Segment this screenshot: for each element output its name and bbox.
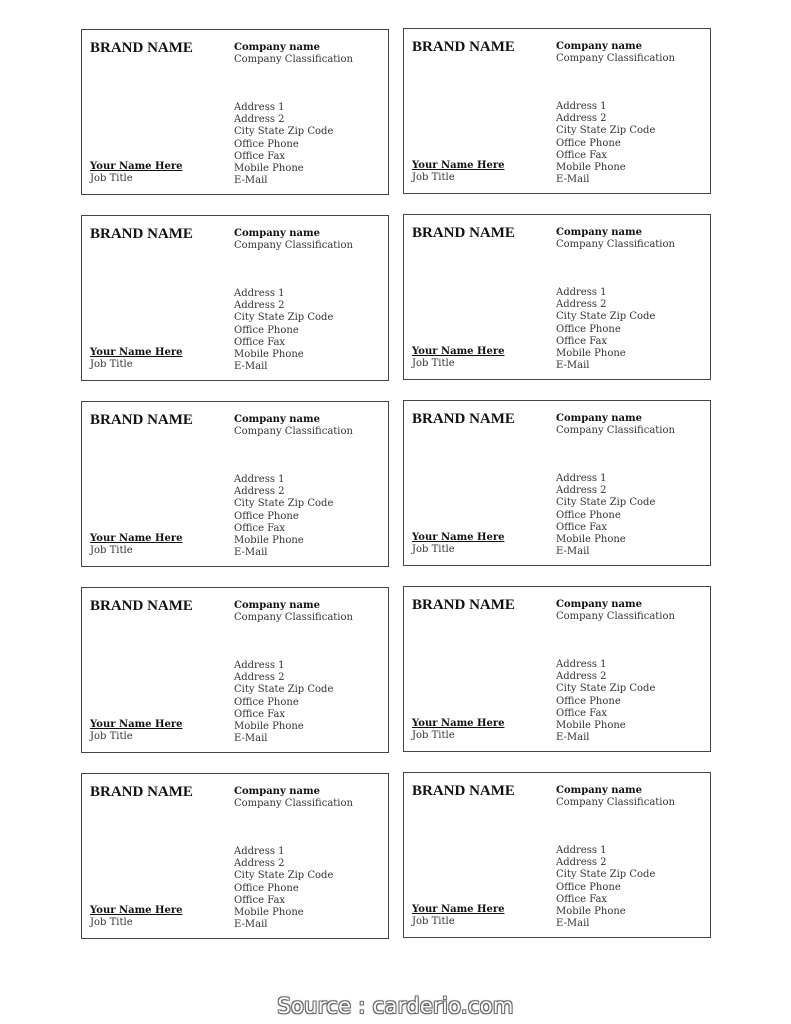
brand-name: BRAND NAME (90, 412, 193, 428)
company-name: Company name (234, 228, 320, 239)
mobile-phone: Mobile Phone (556, 906, 626, 918)
email: E-Mail (234, 547, 268, 559)
office-phone: Office Phone (234, 324, 299, 336)
brand-name: BRAND NAME (412, 411, 515, 427)
person-name: Your Name Here (90, 161, 183, 172)
person-block (412, 346, 504, 370)
brand-name: BRAND NAME (90, 40, 193, 56)
company-name: Company name (556, 41, 642, 52)
address-1: Address 1 (234, 102, 285, 113)
address-1: Address 1 (556, 659, 607, 670)
address-2: Address 2 (234, 114, 285, 126)
office-fax: Office Fax (234, 150, 286, 162)
address-2: Address 2 (556, 113, 607, 125)
company-classification: Company Classification (234, 240, 353, 252)
business-card (81, 215, 389, 381)
address-2: Address 2 (234, 672, 285, 684)
company-classification: Company Classification (556, 425, 675, 437)
person-block (412, 904, 504, 928)
mobile-phone: Mobile Phone (556, 348, 626, 360)
brand-name: BRAND NAME (90, 226, 193, 242)
city-state-zip: City State Zip Code (556, 497, 656, 509)
brand-name: BRAND NAME (90, 784, 193, 800)
contact-block (556, 101, 655, 186)
company-classification: Company Classification (234, 426, 353, 438)
office-phone: Office Phone (234, 882, 299, 894)
city-state-zip: City State Zip Code (234, 312, 334, 324)
job-title: Job Title (412, 358, 455, 370)
contact-block (556, 287, 655, 372)
company-classification: Company Classification (234, 612, 353, 624)
city-state-zip: City State Zip Code (234, 126, 334, 138)
mobile-phone: Mobile Phone (234, 721, 304, 733)
contact-block (234, 474, 333, 559)
person-block (90, 347, 182, 371)
business-card (403, 214, 711, 380)
person-name: Your Name Here (412, 532, 505, 543)
office-fax: Office Fax (556, 521, 608, 533)
address-1: Address 1 (234, 846, 285, 857)
email: E-Mail (234, 175, 268, 187)
contact-block (234, 102, 333, 187)
job-title: Job Title (412, 544, 455, 556)
person-name: Your Name Here (90, 719, 183, 730)
city-state-zip: City State Zip Code (556, 311, 656, 323)
company-block (234, 600, 353, 625)
person-block (412, 160, 504, 184)
office-phone: Office Phone (556, 509, 621, 521)
job-title: Job Title (90, 173, 133, 185)
contact-block (556, 845, 655, 930)
company-classification: Company Classification (556, 611, 675, 623)
business-card (81, 587, 389, 753)
mobile-phone: Mobile Phone (234, 907, 304, 919)
job-title: Job Title (412, 730, 455, 742)
office-phone: Office Phone (556, 695, 621, 707)
source-watermark: Source : carderio.com (277, 994, 514, 1018)
person-name: Your Name Here (90, 905, 183, 916)
company-block (556, 227, 675, 252)
business-card (81, 401, 389, 567)
job-title: Job Title (412, 172, 455, 184)
office-fax: Office Fax (556, 149, 608, 161)
company-block (556, 413, 675, 438)
address-2: Address 2 (556, 485, 607, 497)
brand-name: BRAND NAME (412, 783, 515, 799)
address-2: Address 2 (556, 671, 607, 683)
job-title: Job Title (90, 545, 133, 557)
contact-block (556, 473, 655, 558)
person-block (412, 532, 504, 556)
address-1: Address 1 (556, 101, 607, 112)
company-block (234, 414, 353, 439)
city-state-zip: City State Zip Code (556, 125, 656, 137)
business-card (403, 400, 711, 566)
job-title: Job Title (412, 916, 455, 928)
email: E-Mail (234, 733, 268, 745)
company-name: Company name (556, 413, 642, 424)
email: E-Mail (234, 919, 268, 931)
company-classification: Company Classification (234, 54, 353, 66)
city-state-zip: City State Zip Code (234, 498, 334, 510)
job-title: Job Title (90, 359, 133, 371)
person-block (90, 905, 182, 929)
email: E-Mail (556, 360, 590, 372)
company-name: Company name (556, 785, 642, 796)
job-title: Job Title (90, 731, 133, 743)
office-phone: Office Phone (234, 510, 299, 522)
person-name: Your Name Here (90, 347, 183, 358)
office-phone: Office Phone (556, 881, 621, 893)
office-fax: Office Fax (556, 335, 608, 347)
company-block (234, 42, 353, 67)
city-state-zip: City State Zip Code (556, 869, 656, 881)
company-classification: Company Classification (556, 239, 675, 251)
contact-block (234, 660, 333, 745)
contact-block (556, 659, 655, 744)
company-block (556, 41, 675, 66)
job-title: Job Title (90, 917, 133, 929)
company-classification: Company Classification (234, 798, 353, 810)
mobile-phone: Mobile Phone (556, 162, 626, 174)
contact-block (234, 288, 333, 373)
city-state-zip: City State Zip Code (234, 870, 334, 882)
address-2: Address 2 (556, 299, 607, 311)
person-name: Your Name Here (412, 718, 505, 729)
office-phone: Office Phone (234, 696, 299, 708)
office-fax: Office Fax (234, 522, 286, 534)
address-1: Address 1 (234, 474, 285, 485)
email: E-Mail (234, 361, 268, 373)
business-card (403, 772, 711, 938)
office-fax: Office Fax (234, 708, 286, 720)
company-name: Company name (556, 227, 642, 238)
office-fax: Office Fax (234, 336, 286, 348)
office-phone: Office Phone (556, 137, 621, 149)
brand-name: BRAND NAME (412, 597, 515, 613)
contact-block (234, 846, 333, 931)
company-name: Company name (234, 42, 320, 53)
brand-name: BRAND NAME (90, 598, 193, 614)
company-block (556, 785, 675, 810)
company-block (234, 786, 353, 811)
email: E-Mail (556, 546, 590, 558)
person-block (412, 718, 504, 742)
company-classification: Company Classification (556, 797, 675, 809)
office-phone: Office Phone (556, 323, 621, 335)
person-block (90, 533, 182, 557)
company-block (234, 228, 353, 253)
address-1: Address 1 (556, 287, 607, 298)
office-fax: Office Fax (556, 707, 608, 719)
person-name: Your Name Here (412, 346, 505, 357)
address-2: Address 2 (556, 857, 607, 869)
email: E-Mail (556, 918, 590, 930)
company-name: Company name (234, 414, 320, 425)
mobile-phone: Mobile Phone (556, 720, 626, 732)
person-name: Your Name Here (90, 533, 183, 544)
mobile-phone: Mobile Phone (234, 349, 304, 361)
mobile-phone: Mobile Phone (234, 535, 304, 547)
company-classification: Company Classification (556, 53, 675, 65)
address-1: Address 1 (556, 845, 607, 856)
person-block (90, 719, 182, 743)
address-1: Address 1 (234, 660, 285, 671)
email: E-Mail (556, 732, 590, 744)
person-name: Your Name Here (412, 160, 505, 171)
business-card (403, 586, 711, 752)
brand-name: BRAND NAME (412, 225, 515, 241)
address-1: Address 1 (234, 288, 285, 299)
address-1: Address 1 (556, 473, 607, 484)
brand-name: BRAND NAME (412, 39, 515, 55)
office-fax: Office Fax (556, 893, 608, 905)
company-name: Company name (234, 600, 320, 611)
business-card (81, 773, 389, 939)
office-phone: Office Phone (234, 138, 299, 150)
address-2: Address 2 (234, 858, 285, 870)
office-fax: Office Fax (234, 894, 286, 906)
person-name: Your Name Here (412, 904, 505, 915)
address-2: Address 2 (234, 486, 285, 498)
email: E-Mail (556, 174, 590, 186)
mobile-phone: Mobile Phone (234, 163, 304, 175)
mobile-phone: Mobile Phone (556, 534, 626, 546)
company-name: Company name (556, 599, 642, 610)
city-state-zip: City State Zip Code (234, 684, 334, 696)
business-card (81, 29, 389, 195)
city-state-zip: City State Zip Code (556, 683, 656, 695)
company-block (556, 599, 675, 624)
business-card (403, 28, 711, 194)
company-name: Company name (234, 786, 320, 797)
person-block (90, 161, 182, 185)
address-2: Address 2 (234, 300, 285, 312)
